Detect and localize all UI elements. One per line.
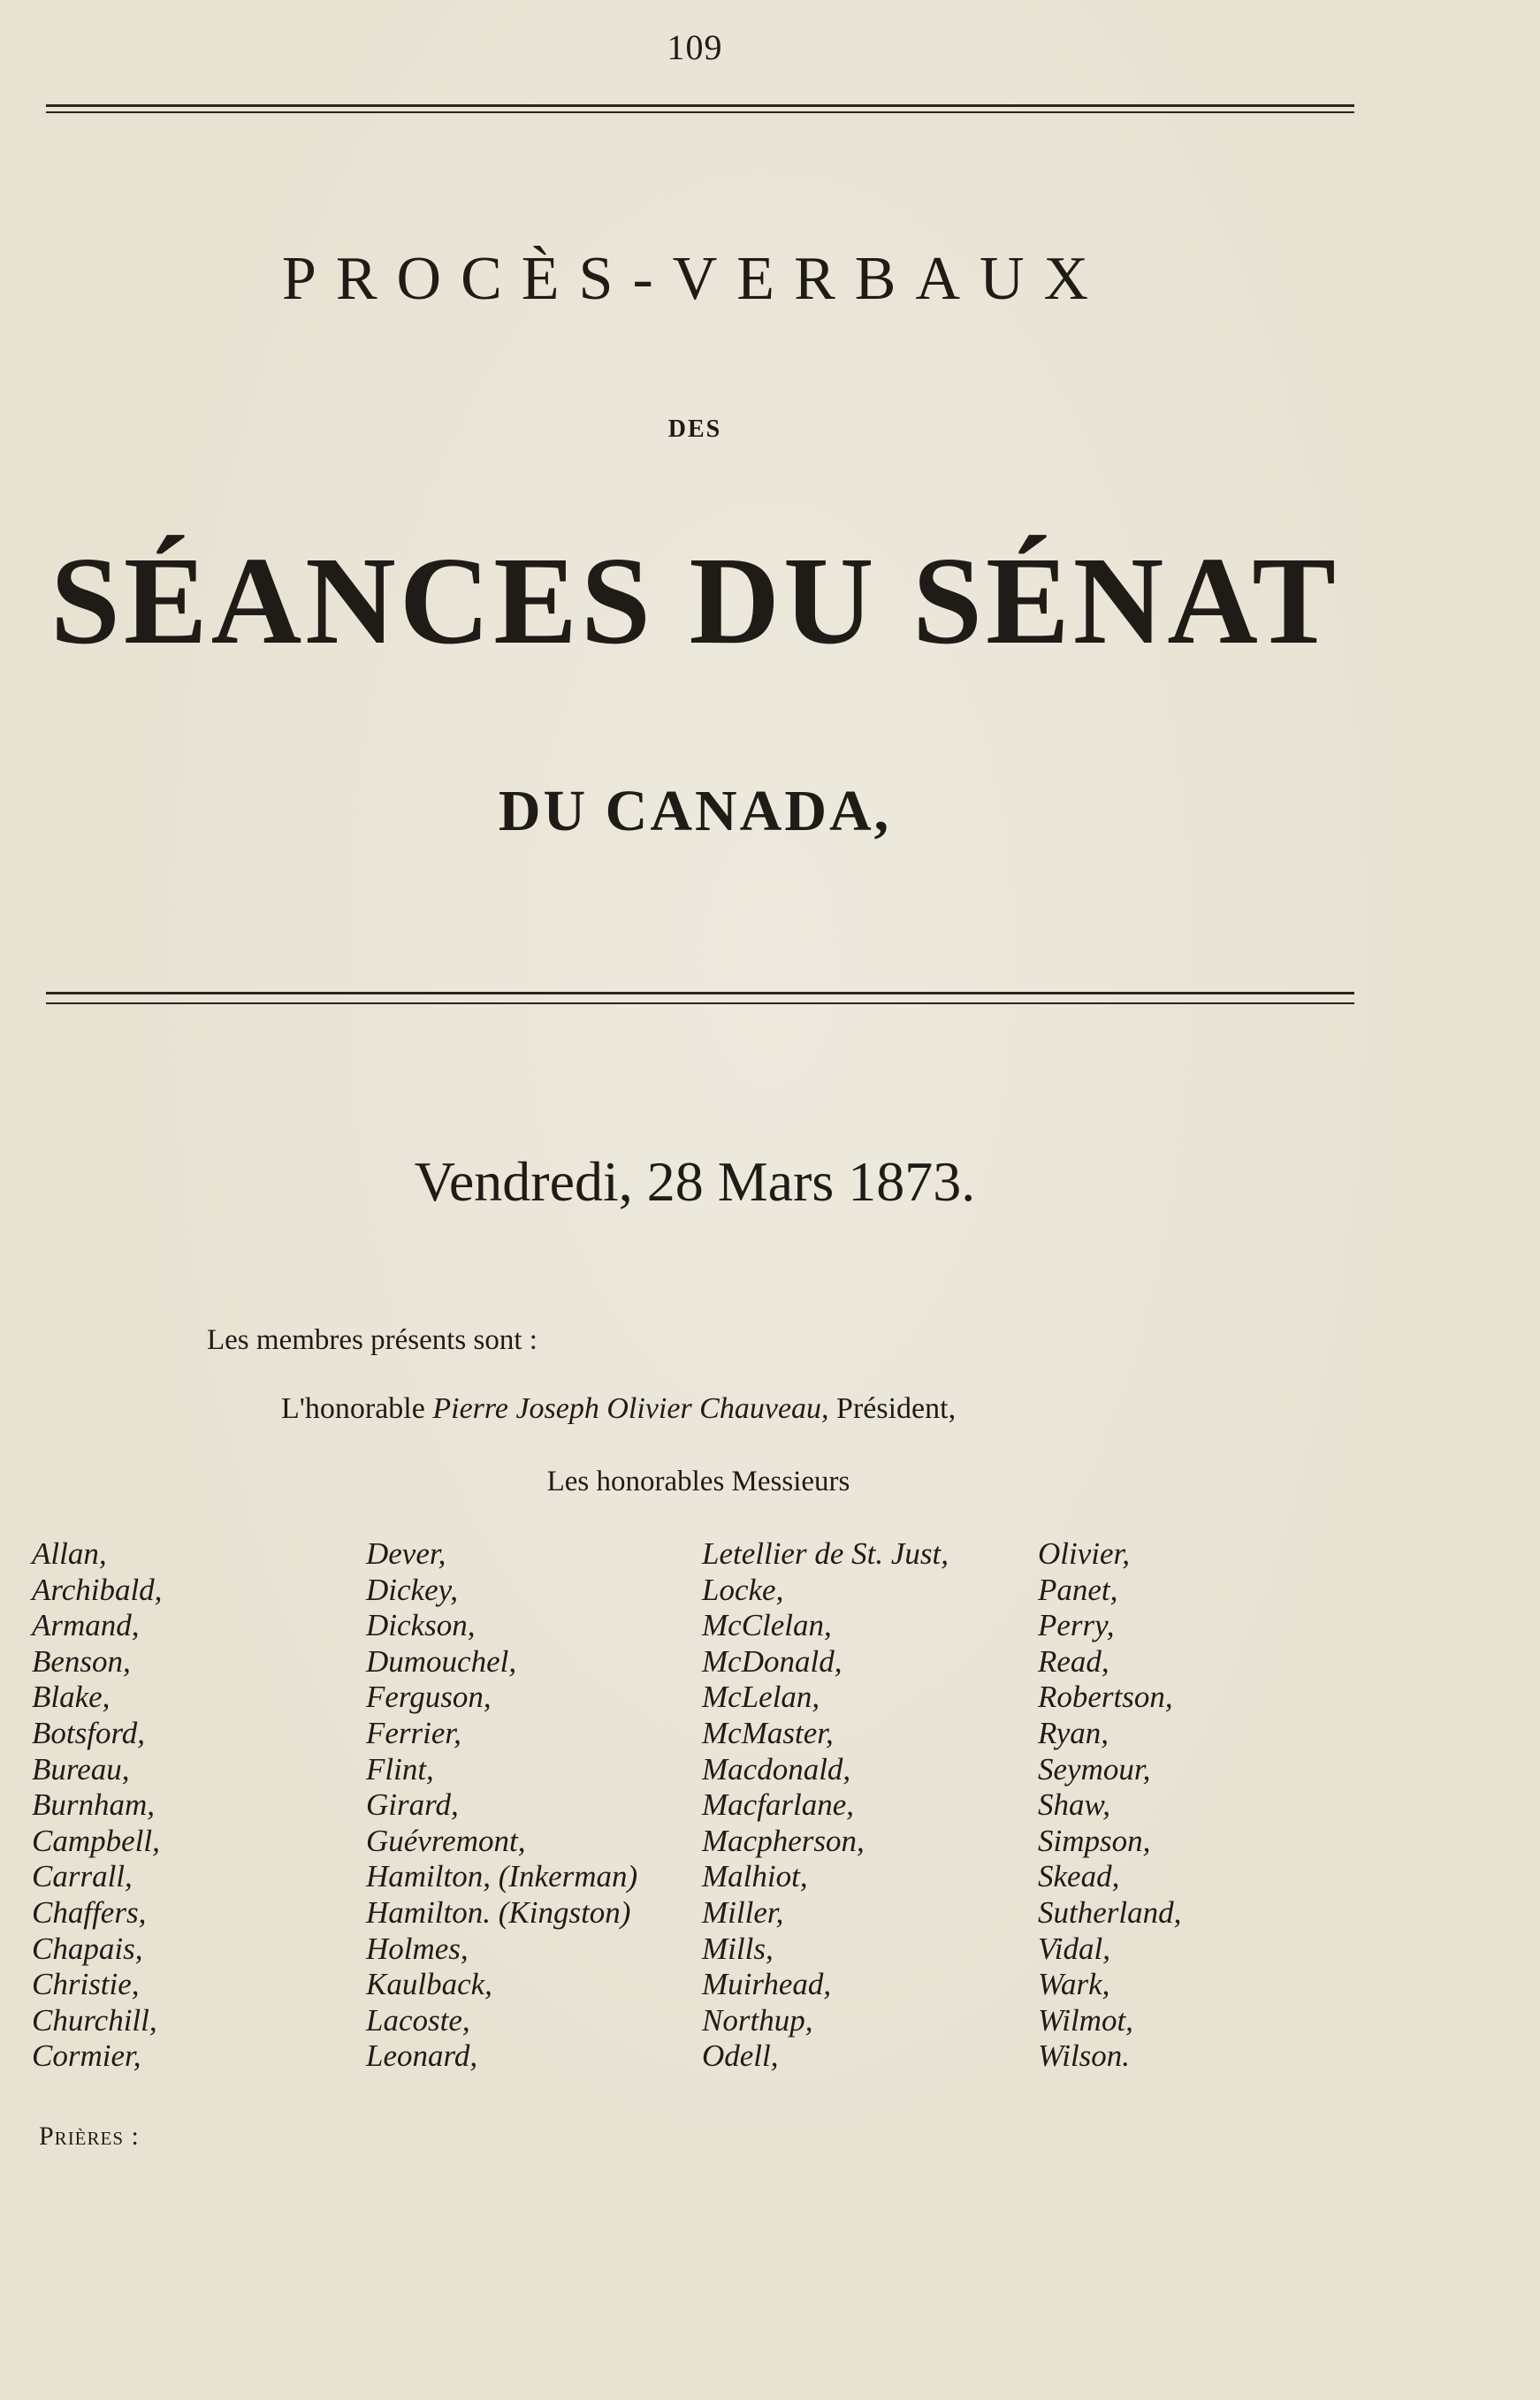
senator-name: Archibald, bbox=[32, 1572, 163, 1607]
senator-name: Seymour, bbox=[1038, 1751, 1151, 1787]
senator-name: Odell, bbox=[702, 2038, 779, 2074]
title-seances-du-senat: SÉANCES DU SÉNAT bbox=[50, 530, 1340, 670]
senator-name: Dumouchel, bbox=[366, 1643, 517, 1679]
senator-name: Holmes, bbox=[366, 1931, 469, 1966]
session-date: Vendredi, 28 Mars 1873. bbox=[414, 1150, 976, 1213]
senator-name: Wark, bbox=[1038, 1967, 1110, 2002]
senator-name: Dever, bbox=[366, 1536, 446, 1571]
senator-name: Armand, bbox=[32, 1608, 140, 1643]
senator-column-4 bbox=[1038, 1536, 1181, 2075]
senator-name: Ryan, bbox=[1038, 1715, 1109, 1750]
senator-name: Hamilton. (Kingston) bbox=[366, 1894, 631, 1930]
senator-name: Leonard, bbox=[366, 2038, 478, 2074]
senator-name: Panet, bbox=[1038, 1572, 1118, 1607]
title-rule-secondary bbox=[46, 1002, 1354, 1004]
senator-name: Dickey, bbox=[366, 1572, 458, 1607]
senator-name: Macdonald, bbox=[702, 1751, 851, 1787]
senator-name: Kaulback, bbox=[366, 1967, 492, 2002]
senator-name: McMaster, bbox=[702, 1715, 834, 1750]
title-des: DES bbox=[667, 415, 722, 443]
senator-name: Sutherland, bbox=[1038, 1894, 1182, 1930]
senator-name: Flint, bbox=[366, 1751, 434, 1787]
senator-name: Read, bbox=[1038, 1643, 1109, 1679]
senator-column-1 bbox=[32, 1536, 162, 2075]
senator-name: Bureau, bbox=[32, 1751, 130, 1787]
senator-name: Girard, bbox=[366, 1787, 459, 1823]
senator-name: Simpson, bbox=[1038, 1823, 1151, 1858]
senator-name: Hamilton, (Inkerman) bbox=[366, 1859, 638, 1894]
senator-name: Muirhead, bbox=[702, 1967, 832, 2002]
senator-name: Dickson, bbox=[366, 1608, 476, 1643]
senator-name: Shaw, bbox=[1038, 1787, 1110, 1823]
senator-name: Christie, bbox=[32, 1967, 140, 2002]
senator-name: Wilmot, bbox=[1038, 2002, 1133, 2038]
senator-name: Chapais, bbox=[32, 1931, 143, 1966]
senator-name: Allan, bbox=[32, 1536, 107, 1571]
senator-name: Macfarlane, bbox=[702, 1787, 855, 1823]
top-rule-secondary bbox=[46, 111, 1354, 113]
senator-name: Perry, bbox=[1038, 1608, 1115, 1643]
senator-name: Skead, bbox=[1038, 1859, 1120, 1894]
senator-name: Olivier, bbox=[1038, 1536, 1131, 1571]
senator-name: McLelan, bbox=[702, 1680, 820, 1715]
senator-name: Carrall, bbox=[32, 1859, 133, 1894]
top-rule bbox=[46, 104, 1354, 107]
present-label: Les membres présents sont : bbox=[207, 1324, 537, 1356]
senator-name: Botsford, bbox=[32, 1715, 146, 1750]
prayers-label: Prières : bbox=[39, 2122, 140, 2151]
honorables-label: Les honorables Messieurs bbox=[546, 1466, 850, 1497]
senator-name: McDonald, bbox=[702, 1643, 842, 1679]
senator-name: Ferrier, bbox=[366, 1715, 461, 1750]
title-du-canada: DU CANADA, bbox=[498, 779, 892, 843]
senator-name: Cormier, bbox=[32, 2038, 141, 2074]
senator-column-2 bbox=[366, 1536, 637, 2075]
senator-name: Churchill, bbox=[32, 2002, 157, 2038]
senator-name: Chaffers, bbox=[32, 1894, 147, 1930]
senator-name: Campbell, bbox=[32, 1823, 160, 1858]
president-line bbox=[281, 1392, 956, 1426]
senator-name: Mills, bbox=[702, 1931, 774, 1966]
president-name: Pierre Joseph Olivier Chauveau, bbox=[432, 1392, 829, 1425]
page-number: 109 bbox=[667, 27, 723, 67]
senator-name: Guévremont, bbox=[366, 1823, 526, 1858]
president-role: Président, bbox=[836, 1392, 957, 1425]
senator-name: Miller, bbox=[702, 1894, 784, 1930]
senator-name: Vidal, bbox=[1038, 1931, 1110, 1966]
senator-column-3 bbox=[702, 1536, 949, 2075]
title-proces-verbaux: PROCÈS-VERBAUX bbox=[281, 245, 1109, 313]
senator-name: Malhiot, bbox=[702, 1859, 808, 1894]
senator-name: Ferguson, bbox=[366, 1680, 492, 1715]
senator-name: Blake, bbox=[32, 1680, 111, 1715]
senator-name: Locke, bbox=[702, 1572, 784, 1607]
senator-name: Lacoste, bbox=[366, 2002, 470, 2038]
senator-name: Letellier de St. Just, bbox=[702, 1536, 949, 1571]
senator-name: Burnham, bbox=[32, 1787, 156, 1823]
senator-name: Robertson, bbox=[1038, 1680, 1173, 1715]
senator-name: Northup, bbox=[702, 2002, 813, 2038]
senator-name: McClelan, bbox=[702, 1608, 832, 1643]
senator-name: Wilson. bbox=[1038, 2038, 1131, 2074]
title-rule bbox=[46, 992, 1354, 994]
president-prefix: L'honorable bbox=[281, 1392, 425, 1425]
senator-name: Macpherson, bbox=[702, 1823, 865, 1858]
senator-name: Benson, bbox=[32, 1643, 131, 1679]
